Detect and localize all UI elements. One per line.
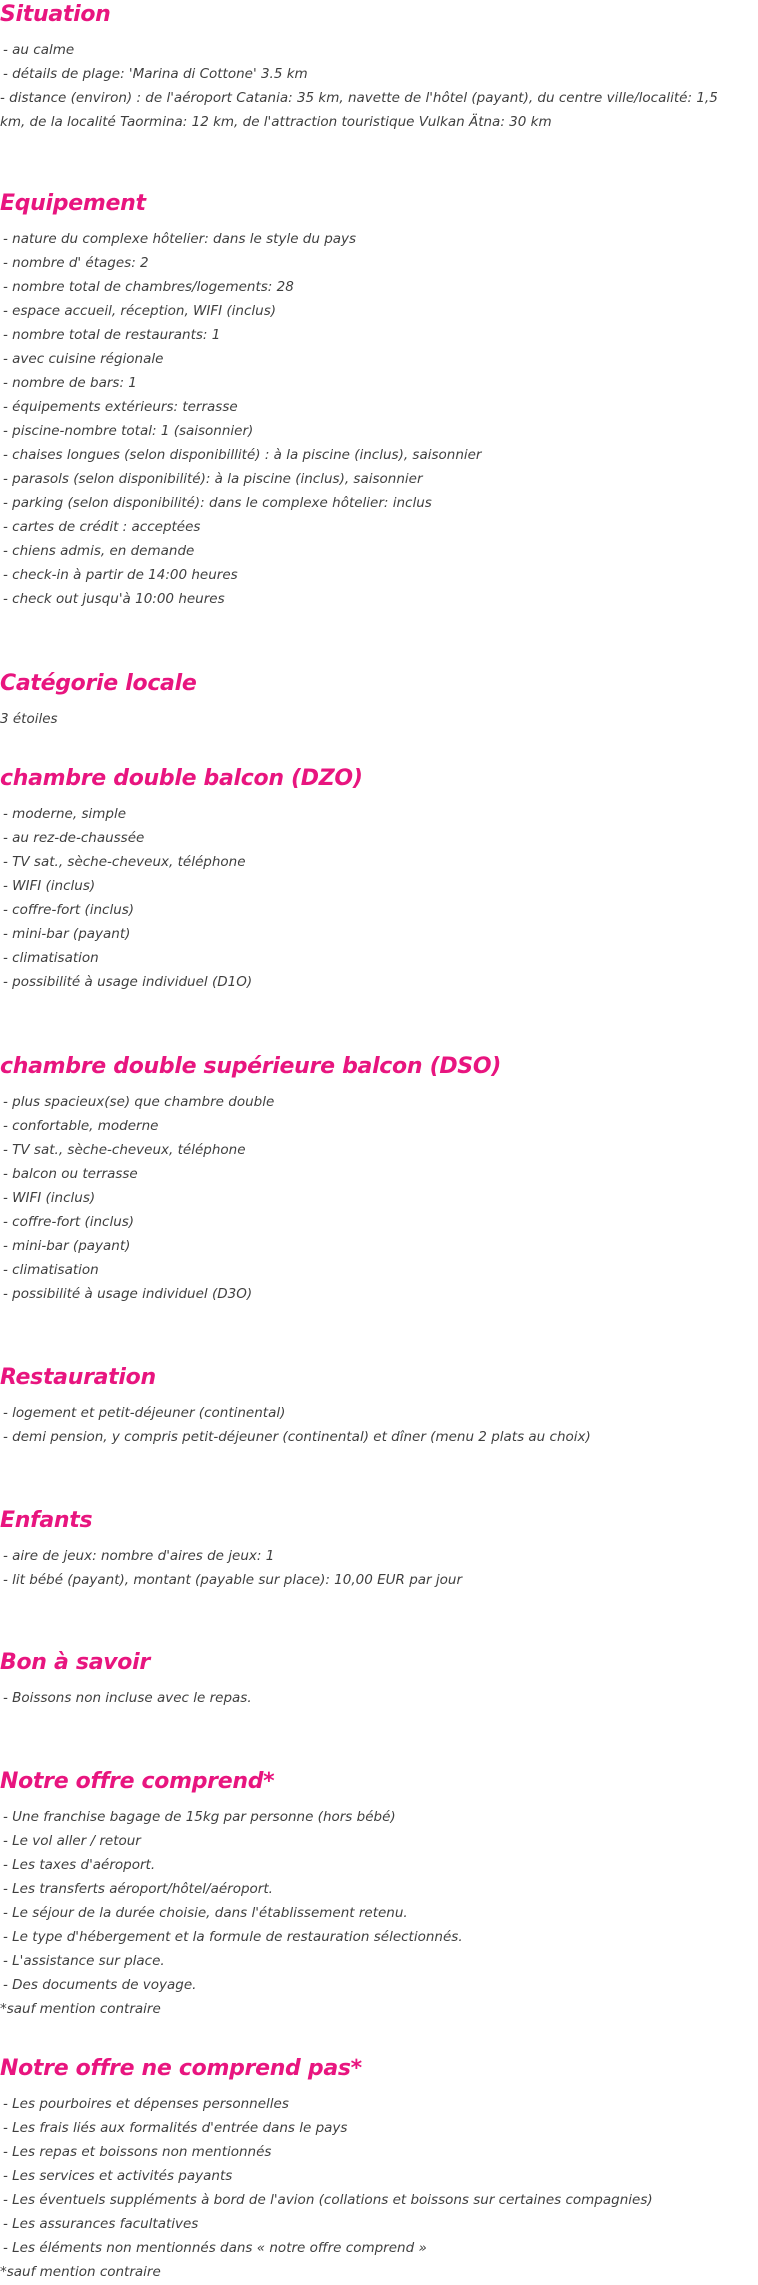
list-item: - climatisation — [3, 1262, 99, 1278]
section-enfants — [0, 1506, 758, 1592]
list-item: - équipements extérieurs: terrasse — [3, 399, 238, 415]
list-item: - nombre d' étages: 2 — [3, 255, 149, 271]
section-body-ne-comprend — [0, 2092, 758, 2284]
list-item: - check out jusqu'à 10:00 heures — [3, 591, 225, 607]
list-item: - logement et petit-déjeuner (continental) — [3, 1405, 286, 1421]
list-item: - Boissons non incluse avec le repas. — [3, 1690, 252, 1706]
list-item: - Les éléments non mentionnés dans « notre offre comprend » — [3, 2240, 427, 2256]
list-item: - possibilité à usage individuel (D1O) — [3, 974, 253, 990]
list-item: - Les pourboires et dépenses personnelles — [3, 2096, 289, 2112]
footnote: *sauf mention contraire — [0, 2264, 161, 2280]
section-offre-ne-comprend-pas — [0, 2054, 758, 2284]
section-body-categorie — [0, 707, 758, 731]
rating-text: 3 étoiles — [0, 711, 58, 727]
list-item: - cartes de crédit : acceptées — [3, 519, 201, 535]
list-item: - coffre-fort (inclus) — [3, 902, 135, 918]
list-item: - confortable, moderne — [3, 1118, 159, 1134]
list-item: - Les frais liés aux formalités d'entrée dans le pays — [3, 2120, 348, 2136]
list-item: - WIFI (inclus) — [3, 1190, 96, 1206]
list-item: - au calme — [3, 42, 75, 58]
list-item: - balcon ou terrasse — [3, 1166, 138, 1182]
list-item: - aire de jeux: nombre d'aires de jeux: 1 — [3, 1548, 275, 1564]
list-item: - WIFI (inclus) — [3, 878, 96, 894]
list-item: - Une franchise bagage de 15kg par personne (hors bébé) — [3, 1809, 396, 1825]
list-item: - mini-bar (payant) — [3, 926, 131, 942]
section-title-dzo: chambre double balcon (DZO) — [0, 766, 363, 791]
list-item: - Les éventuels suppléments à bord de l'avion (collations et boissons sur certaines compagnies) — [3, 2192, 653, 2208]
section-body-comprend — [0, 1805, 758, 2021]
list-item: - demi pension, y compris petit-déjeuner (continental) et dîner (menu 2 plats au choix) — [3, 1429, 591, 1445]
section-body-dso — [0, 1090, 758, 1306]
list-item: - check-in à partir de 14:00 heures — [3, 567, 238, 583]
list-item: - mini-bar (payant) — [3, 1238, 131, 1254]
list-item: - nombre de bars: 1 — [3, 375, 137, 391]
section-room-dzo — [0, 764, 758, 994]
section-body-situation — [0, 38, 758, 134]
section-title-equipement: Equipement — [0, 191, 146, 216]
section-bon-a-savoir — [0, 1648, 758, 1710]
section-situation — [0, 0, 758, 134]
list-item: - TV sat., sèche-cheveux, téléphone — [3, 854, 246, 870]
list-item: - avec cuisine régionale — [3, 351, 164, 367]
section-body-restauration — [0, 1401, 758, 1449]
list-item: - chiens admis, en demande — [3, 543, 195, 559]
section-title-enfants: Enfants — [0, 1508, 93, 1533]
list-item: - nombre total de chambres/logements: 28 — [3, 279, 294, 295]
list-item: - Les assurances facultatives — [3, 2216, 199, 2232]
list-item: - Le séjour de la durée choisie, dans l'établissement retenu. — [3, 1905, 408, 1921]
list-item: - L'assistance sur place. — [3, 1953, 165, 1969]
list-item: - Les services et activités payants — [3, 2168, 233, 2184]
section-room-dso — [0, 1052, 758, 1306]
section-title-situation: Situation — [0, 2, 111, 27]
list-item: - plus spacieux(se) que chambre double — [3, 1094, 275, 1110]
list-item: - distance (environ) : de l'aéroport Catania: 35 km, navette de l'hôtel (payant), du centre ville/localité: 1,5 km, de la localité Taormina: 12 km, de l'attraction touristique Vulkan Ätna: 30 km — [0, 90, 718, 130]
list-item: - climatisation — [3, 950, 99, 966]
list-item: - parasols (selon disponibilité): à la piscine (inclus), saisonnier — [3, 471, 423, 487]
list-item: - moderne, simple — [3, 806, 127, 822]
list-item: - possibilité à usage individuel (D3O) — [3, 1286, 253, 1302]
list-item: - Des documents de voyage. — [3, 1977, 197, 1993]
list-item: - TV sat., sèche-cheveux, téléphone — [3, 1142, 246, 1158]
list-item: - Le vol aller / retour — [3, 1833, 141, 1849]
list-item: - piscine-nombre total: 1 (saisonnier) — [3, 423, 254, 439]
section-body-enfants — [0, 1544, 758, 1592]
section-title-ne-comprend: Notre offre ne comprend pas* — [0, 2056, 362, 2081]
section-title-categorie: Catégorie locale — [0, 671, 197, 696]
list-item: - au rez-de-chaussée — [3, 830, 145, 846]
list-item: - coffre-fort (inclus) — [3, 1214, 135, 1230]
section-equipement — [0, 189, 758, 611]
section-body-bon — [0, 1686, 758, 1710]
list-item: - lit bébé (payant), montant (payable sur place): 10,00 EUR par jour — [3, 1572, 462, 1588]
section-body-equipement — [0, 227, 758, 611]
list-item: - nature du complexe hôtelier: dans le style du pays — [3, 231, 357, 247]
list-item: - espace accueil, réception, WIFI (inclus) — [3, 303, 276, 319]
section-title-comprend: Notre offre comprend* — [0, 1769, 275, 1794]
list-item: - parking (selon disponibilité): dans le complexe hôtelier: inclus — [3, 495, 432, 511]
section-body-dzo — [0, 802, 758, 994]
section-restauration — [0, 1363, 758, 1449]
list-item: - Les repas et boissons non mentionnés — [3, 2144, 272, 2160]
list-item: - Les taxes d'aéroport. — [3, 1857, 156, 1873]
section-title-dso: chambre double supérieure balcon (DSO) — [0, 1054, 502, 1079]
list-item: - Le type d'hébergement et la formule de restauration sélectionnés. — [3, 1929, 463, 1945]
section-title-restauration: Restauration — [0, 1365, 156, 1390]
list-item: - Les transferts aéroport/hôtel/aéroport. — [3, 1881, 273, 1897]
list-item: - chaises longues (selon disponibillité) : à la piscine (inclus), saisonnier — [3, 447, 482, 463]
section-offre-comprend — [0, 1767, 758, 2021]
list-item: - nombre total de restaurants: 1 — [3, 327, 221, 343]
footnote: *sauf mention contraire — [0, 2001, 161, 2017]
list-item: - détails de plage: 'Marina di Cottone' 3.5 km — [3, 66, 308, 82]
section-categorie-locale — [0, 669, 758, 731]
section-title-bon: Bon à savoir — [0, 1650, 150, 1675]
